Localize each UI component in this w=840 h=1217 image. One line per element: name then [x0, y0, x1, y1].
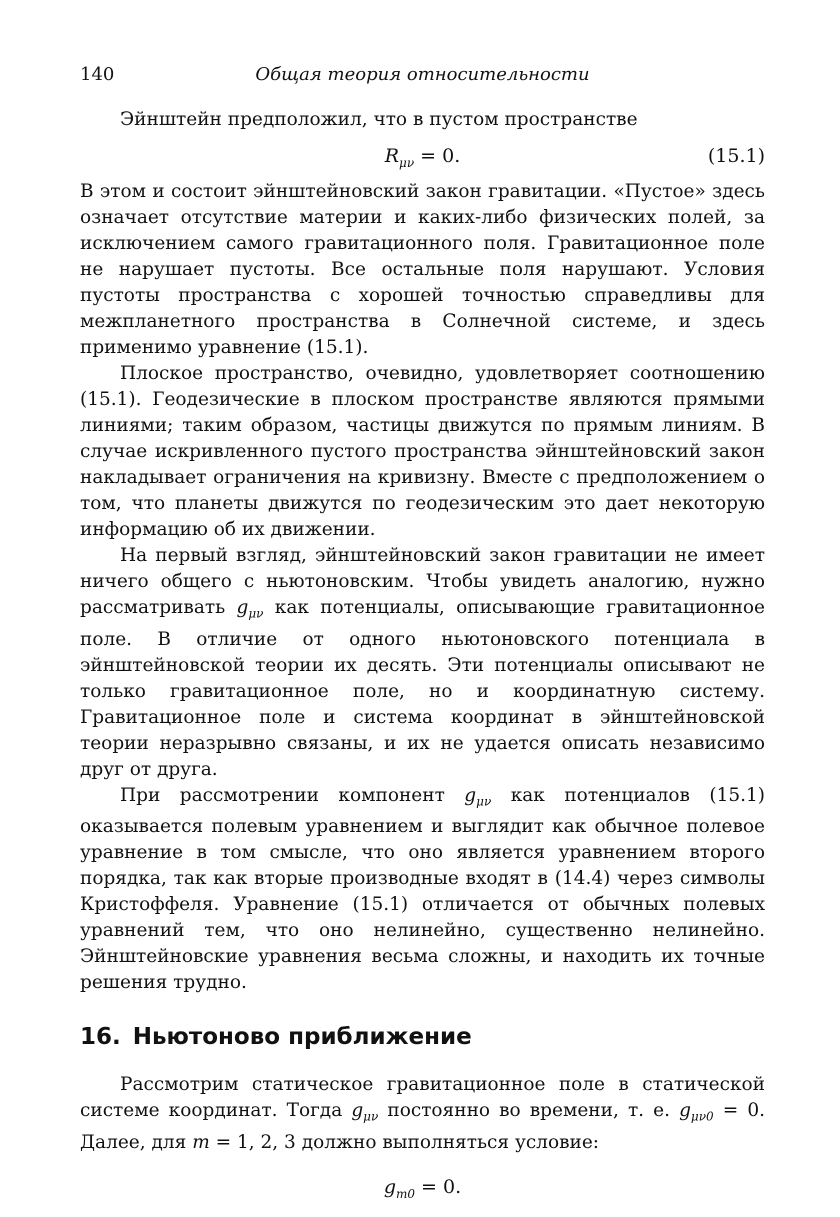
paragraph-2: Плоское пространство, очевидно, удовлетворяет соотношению (15.1). Геодезические в плоском пространстве являются прямыми линиями; таким образом, частицы движутся по прямым линиям. В случае искривленного пустого пространства эйнштейновский закон накладывает ограничения на кривизну. Вместе с предположением о том, что планеты движутся по геодезическим это дает некоторую информацию об их движении.	[80, 363, 765, 540]
section-number: 16.	[80, 1024, 121, 1051]
equation-gm0-expression: $g_{m0} = 0$.	[383, 1176, 462, 1201]
section-heading	[80, 1024, 765, 1050]
page-number: 140	[80, 64, 115, 85]
equation-gm0	[80, 1164, 765, 1210]
paragraph-1: В этом и состоит эйнштейновский закон гравитации. «Пустое» здесь означает отсутствие материи и каких-либо физических полей, за исключением самого гравитационного поля. Гравитационное поле не нарушает пустоты. Все остальные поля нарушают. Условия пустоты пространства с хорошей точностью справедливы для межпланетного пространства в Солнечной системе, и здесь применимо уравнение (15.1).	[80, 181, 765, 358]
equation-15-1	[80, 133, 765, 179]
paragraph-4: При рассмотрении компонент $g_{\mu\nu}$ как потенциалов (15.1) оказывается полевым уравнением и выглядит как обычное полевое уравнение в том смысле, что оно является уравнением второго порядка, так как вторые производные входят в (14.4) через символы Кристоффеля. Уравнение (15.1) отличается от обычных полевых уравнений тем, что оно нелинейно, существенно нелинейно. Эйнштейновские уравнения весьма сложны, и находить их точные решения трудно.	[80, 784, 765, 994]
running-head	[80, 64, 765, 90]
book-page	[80, 0, 765, 1200]
intro-line: Эйнштейн предположил, что в пустом пространстве	[120, 109, 638, 130]
section-paragraph: Рассмотрим статическое гравитационное поле в статической системе координат. Тогда $g_{\mu\nu}$ постоянно во времени, т. е. $g_{\mu\nu 0} = 0$. Далее, для m = 1, 2, 3 должно выполняться условие:	[80, 1074, 765, 1154]
running-title: Общая теория относительности	[255, 64, 590, 85]
equation-15-1-expression: $R_{\mu\nu} = 0$.	[384, 145, 461, 170]
section-title: Ньютоново приближение	[132, 1024, 472, 1051]
equation-15-1-number: (15.1)	[707, 145, 765, 167]
page-body	[80, 107, 765, 1210]
paragraph-3: На первый взгляд, эйнштейновский закон гравитации не имеет ничего общего с ньютоновским. Чтобы увидеть аналогию, нужно рассматривать $g_{\mu\nu}$ как потенциалы, описывающие гравитационное поле. В отличие от одного ньютоновского потенциала в эйнштейновской теории их десять. Эти потенциалы описывают не только гравитационное поле, но и координатную систему. Гравитационное поле и система координат в эйнштейновской теории неразрывно связаны, и их не удается описать независимо друг от друга.	[80, 545, 765, 780]
